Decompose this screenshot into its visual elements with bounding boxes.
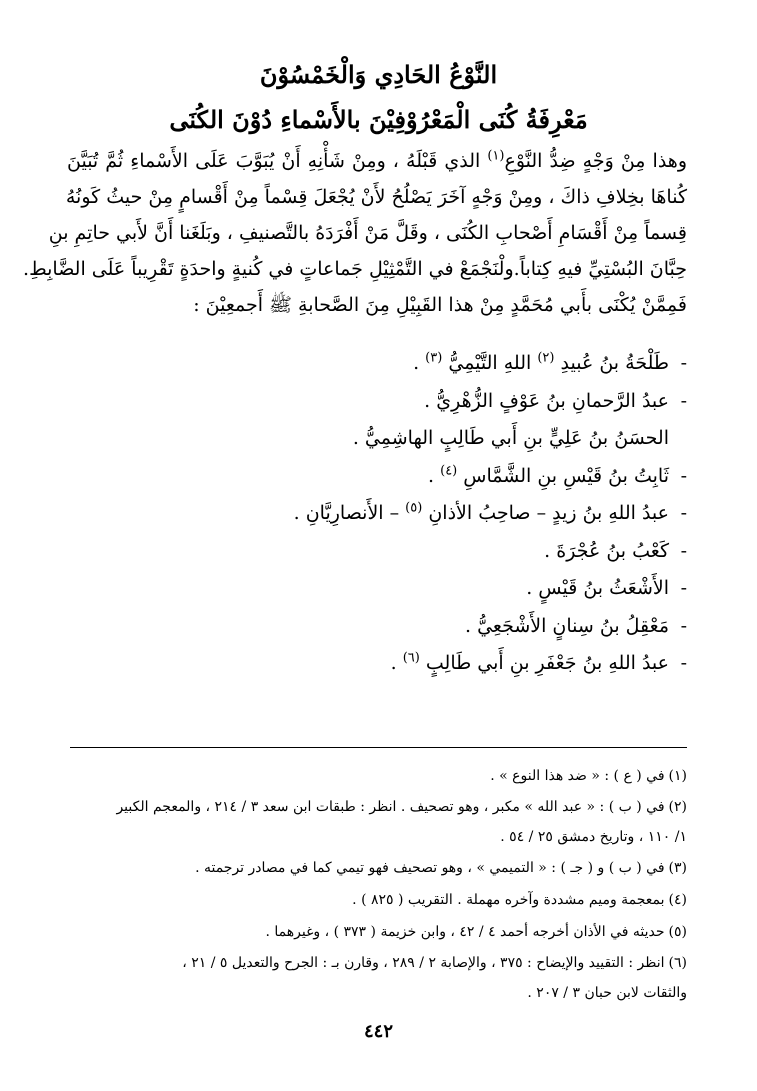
footnote: (٦)انظر : التقييد والإيضاح : ٣٧٥ ، والإصابة ٢ / ٢٨٩ ، وقارن بـ : الجرح والتعديل ٥ / ٢١ ، والثقات لابن حبان ٣ / ٢٠٧ . xyxy=(182,955,687,1001)
companions-list xyxy=(67,345,687,683)
footnote-ref[interactable]: (٤) xyxy=(440,463,458,479)
list-item: -عبدُ اللهِ بنُ زيدٍ – صاحِبُ الأذانِ $^{(٥)}$ – الأَنصارِيَّانِ . xyxy=(293,500,687,524)
footnote-ref[interactable]: (٥) xyxy=(405,500,423,516)
footnote-ref[interactable]: (٦) xyxy=(402,650,420,666)
footnote-ref[interactable]: (٣) xyxy=(425,350,443,366)
footnote-ref[interactable]: (٢) xyxy=(537,350,555,366)
intro-paragraph xyxy=(23,143,687,323)
intro-line: قِسماً مِنْ أَقْسَامِ أَصْحابِ الكُنَى ، وقَلَّ مَنْ أَفْرَدَهُ بالتَّصنيفِ ، وبَلَغَنا أَنَّ لأَبي حاتِمِ بنِ xyxy=(48,222,687,244)
footnote: (٣)في ( ب ) و ( جـ ) : « التميمي » ، وهو تصحيف فهو تيمي كما في مصادر ترجمته . xyxy=(195,860,687,876)
footnote: (٥)حديثه في الأذان أخرجه أحمد ٤ / ٤٢ ، وابن خزيمة ( ٣٧٣ ) ، وغيرهما . xyxy=(265,924,687,940)
intro-line: حِبَّانَ البُسْتِيِّ فيهِ كِتاباً.ولْنَجْمَعْ في التَّمْثِيْلِ جَماعاتٍ في كُنيةٍ واحدَةٍ تَقْرِيباً عَلَى الضَّابِطِ. xyxy=(23,258,687,280)
footnote-divider xyxy=(70,747,687,748)
chapter-subtitle: مَعْرِفَةُ كُنَى الْمَعْرُوْفِيْنَ بالأَسْماءِ دُوْنَ الكُنَى xyxy=(169,105,588,134)
list-item: -ثَابِتُ بنُ قَيْسِ بنِ الشَّمَّاسِ $^{(٤)}$ . xyxy=(428,463,687,487)
list-item: -كَعْبُ بنُ عُجْرَةَ . xyxy=(544,539,687,562)
footnotes-list xyxy=(67,760,687,1008)
page-number: ٤٤٢ xyxy=(363,1021,393,1042)
footnote: (٤)بمعجمة وميم مشددة وآخره مهملة . التقريب ( ٨٢٥ ) . xyxy=(352,892,687,908)
list-item: -طَلْحَةُ بنُ عُبيدِ $^{(٢)}$ اللهِ التَّيْمِيُّ $^{(٣)}$ . xyxy=(413,350,687,374)
chapter-title: النَّوْعُ الحَادِي وَالْخَمْسُوْنَ xyxy=(259,60,498,89)
list-item: -الأَشْعَثُ بنُ قَيْسٍ . xyxy=(526,577,687,599)
intro-line: وهذا مِنْ وَجْهٍ ضِدُّ النَّوْعِ$^{(١)}$ الذي قَبْلَهُ ، ومِنْ شَأْنِهِ أَنْ يُبَوَّبَ عَلَى الأَسْماءِ ثُمَّ تُبَيَّنَ xyxy=(67,148,687,172)
footnote-ref[interactable]: (١) xyxy=(487,148,505,164)
list-item: -عبدُ اللهِ بنُ جَعْفَرِ بنِ أَبي طَالِبٍ $^{(٦)}$ . xyxy=(390,650,687,674)
list-item: -عبدُ الرَّحمانِ بنُ عَوْفٍ الزُّهْرِيُّ . xyxy=(424,389,687,412)
intro-line: فَمِمَّنْ يُكْنَى بأَبي مُحَمَّدٍ مِنْ هذا القَبِيْلِ مِنَ الصَّحابةِ ﷺ أَجمعِيْنَ : xyxy=(193,294,687,316)
footnote: (٢)في ( ب ) : « عبد الله » مكبر ، وهو تصحيف . انظر : طبقات ابن سعد ٣ / ٢١٤ ، والمعجم الكبير ١/ ١١٠ ، وتاريخ دمشق ٢٥ / ٥٤ . xyxy=(116,799,687,845)
intro-line: كُناهَا بخِلافِ ذاكَ ، ومِنْ وَجْهٍ آخَرَ يَصْلُحُ لأَنْ يُجْعَلَ قِسْماً مِنْ أَقْسامٍ مِنْ حيثُ كَونُهُ xyxy=(65,186,687,208)
list-item: -مَعْقِلُ بنُ سِنانٍ الأَشْجَعِيُّ . xyxy=(465,614,687,637)
footnote: (١)في ( ع ) : « ضد هذا النوع » . xyxy=(490,768,687,784)
list-item: الحسَنُ بنُ عَلِيٍّ بنِ أَبي طَالِبٍ الهاشِمِيُّ . xyxy=(352,427,669,449)
